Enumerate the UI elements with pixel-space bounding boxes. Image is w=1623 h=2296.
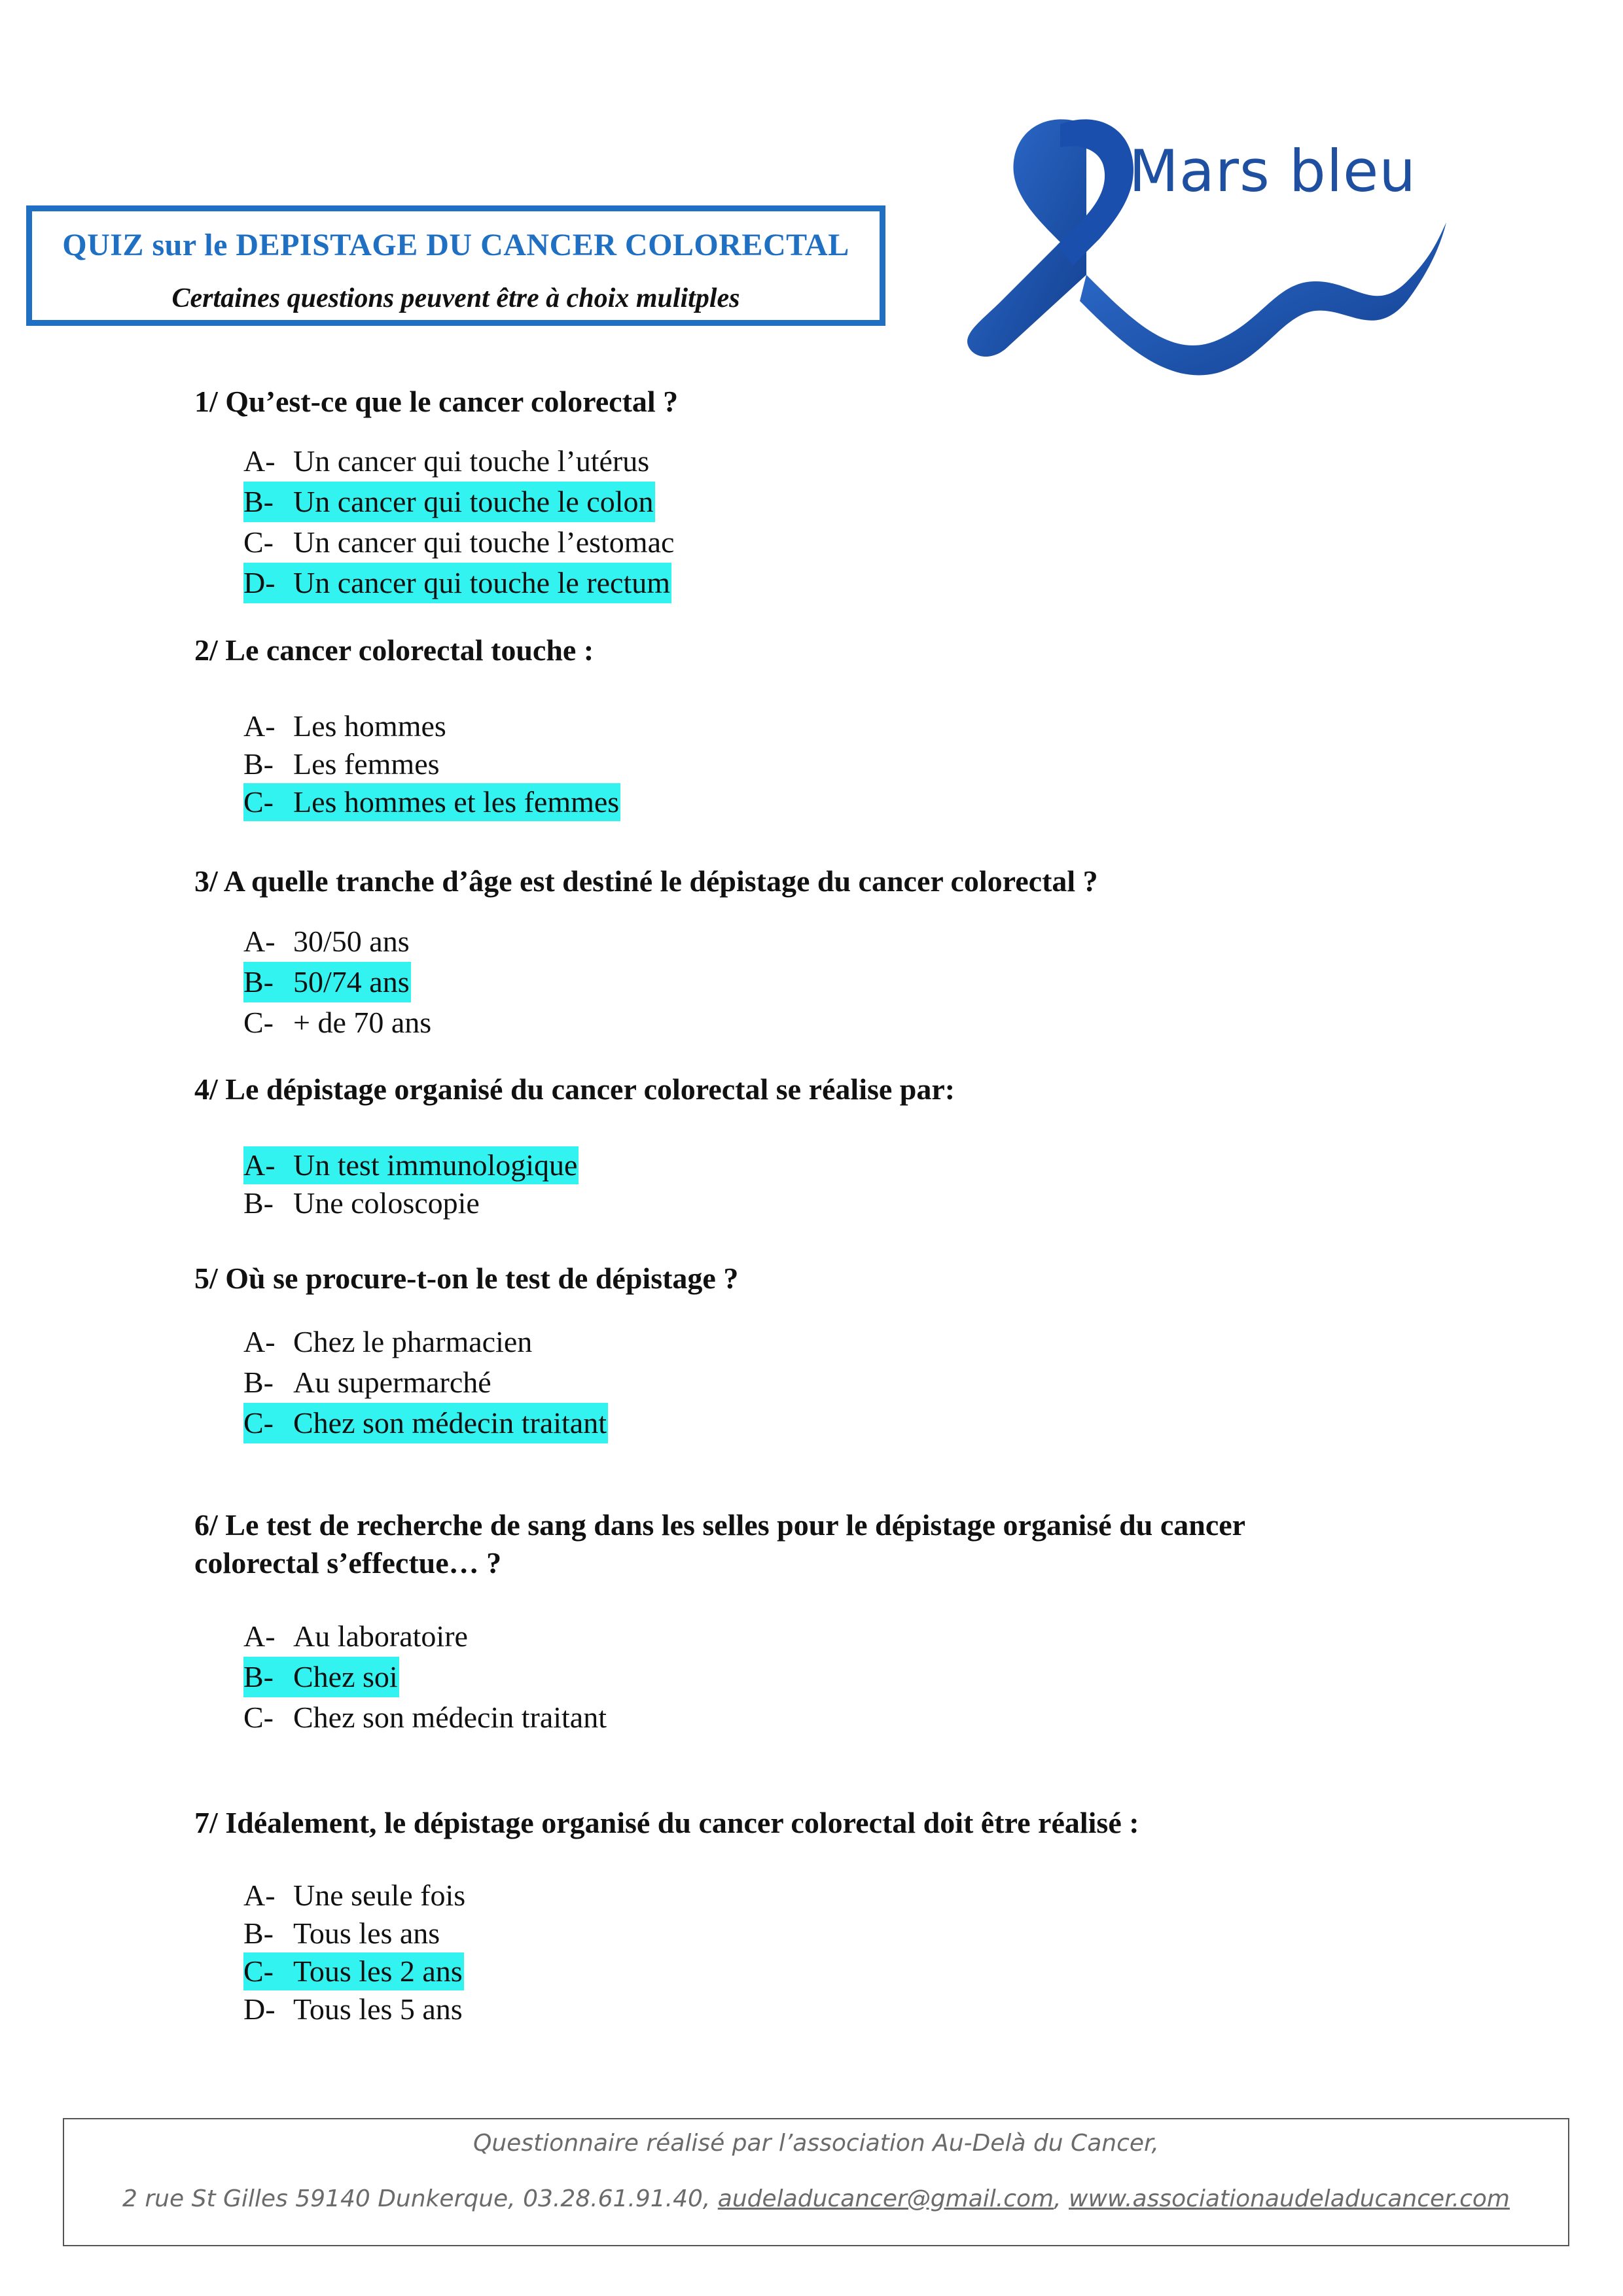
answer-7b: B- Tous les ans — [243, 1916, 440, 1950]
answers-5 — [243, 1322, 608, 1443]
answer-3a: A- 30/50 ans — [243, 925, 410, 958]
answer-1a: A- Un cancer qui touche l’utérus — [243, 444, 650, 478]
answer-7a: A- Une seule fois — [243, 1879, 466, 1912]
answers-1 — [243, 441, 675, 603]
footer-box — [63, 2118, 1569, 2246]
question-5: 5/ Où se procure-t-on le test de dépistage ? — [194, 1262, 739, 1295]
question-2: 2/ Le cancer colorectal touche : — [194, 633, 594, 667]
mars-bleu-logo-text: Mars bleu — [1129, 137, 1417, 205]
answer-1b: B- Un cancer qui touche le colon — [243, 482, 675, 522]
answers-4 — [243, 1146, 579, 1222]
answer-5c: C- Chez son médecin traitant — [243, 1403, 608, 1443]
quiz-subtitle: Certaines questions peuvent être à choix mulitples — [171, 283, 740, 313]
answer-6a: A- Au laboratoire — [243, 1619, 468, 1653]
answer-3b: B- 50/74 ans — [243, 962, 433, 1002]
quiz-title-box — [26, 205, 885, 326]
answer-7c: C- Tous les 2 ans — [243, 1952, 467, 1990]
answer-2c: C- Les hommes et les femmes — [243, 783, 620, 821]
answer-2b: B- Les femmes — [243, 747, 440, 781]
answers-3 — [243, 921, 433, 1043]
answers-2 — [243, 707, 620, 821]
quiz-title: QUIZ sur le DEPISTAGE DU CANCER COLORECTAL — [62, 228, 849, 262]
footer-credit: Questionnaire réalisé par l’association Au-Delà du Cancer, — [473, 2130, 1159, 2157]
question-1: 1/ Qu’est-ce que le cancer colorectal ? — [194, 385, 679, 418]
question-7: 7/ Idéalement, le dépistage organisé du cancer colorectal doit être réalisé : — [194, 1806, 1139, 1839]
blue-ribbon-icon — [923, 85, 1512, 425]
question-6 — [194, 1506, 1245, 1582]
footer-email-link[interactable]: audeladucancer@gmail.com — [717, 2185, 1054, 2212]
question-3: 3/ A quelle tranche d’âge est destiné le dépistage du cancer colorectal ? — [194, 864, 1098, 898]
answers-7 — [243, 1877, 467, 2028]
answer-4b: B- Une coloscopie — [243, 1186, 480, 1220]
footer-address: 2 rue St Gilles 59140 Dunkerque, 03.28.61.91.40, — [122, 2185, 711, 2212]
answer-4a: A- Un test immunologique — [243, 1146, 579, 1184]
answer-6b: B- Chez soi — [243, 1657, 608, 1697]
answer-7d: D- Tous les 5 ans — [243, 1992, 463, 2026]
answer-1c: C- Un cancer qui touche l’estomac — [243, 525, 675, 559]
footer-website-link[interactable]: www.associationaudeladucancer.com — [1069, 2185, 1510, 2212]
answer-2a: A- Les hommes — [243, 709, 446, 743]
answer-5a: A- Chez le pharmacien — [243, 1325, 533, 1358]
answer-6c: C- Chez son médecin traitant — [243, 1701, 607, 1734]
question-6-line-1: 6/ Le test de recherche de sang dans les selles pour le dépistage organisé du cancer — [194, 1508, 1246, 1542]
footer-contact — [64, 2185, 1568, 2212]
answer-1d: D- Un cancer qui touche le rectum — [243, 563, 675, 603]
question-4: 4/ Le dépistage organisé du cancer colorectal se réalise par: — [194, 1072, 955, 1106]
answer-3c: C- + de 70 ans — [243, 1006, 432, 1039]
question-6-line-2: colorectal s’effectue… ? — [194, 1546, 502, 1580]
footer-separator: , — [1054, 2185, 1061, 2212]
answers-6 — [243, 1616, 608, 1738]
answer-5b: B- Au supermarché — [243, 1366, 491, 1399]
